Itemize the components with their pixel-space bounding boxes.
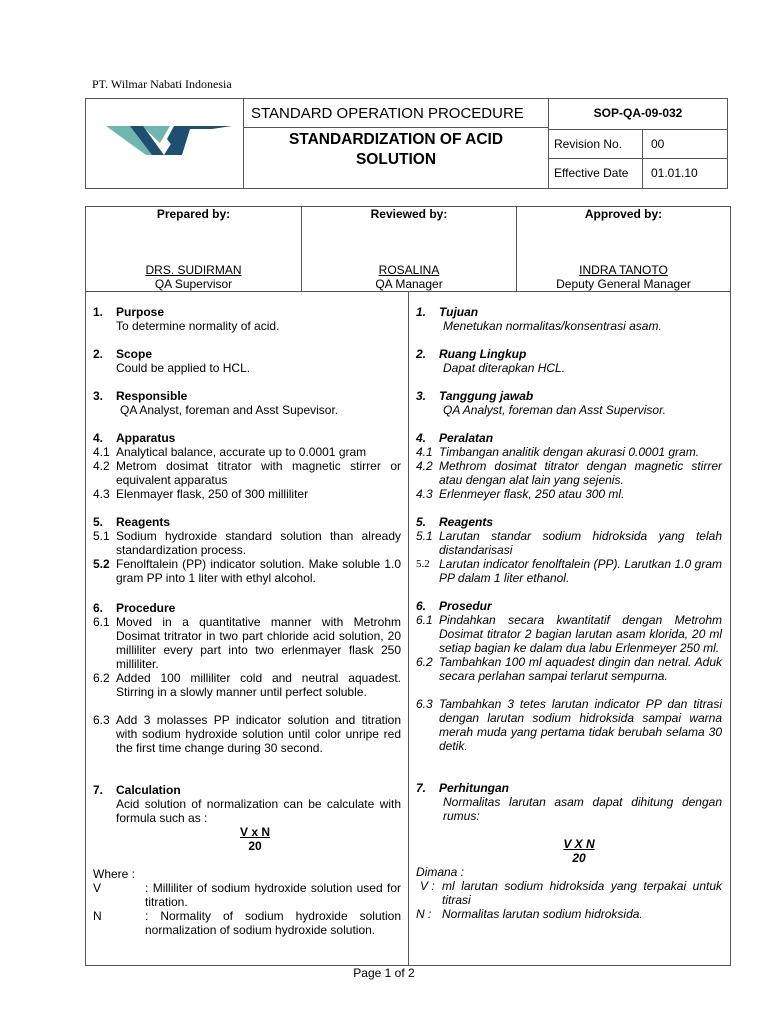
section-text: Menetukan normalitas/konsentrasi asam. xyxy=(443,319,662,333)
approval-name: DRS. SUDIRMAN xyxy=(145,263,242,277)
section-title: Responsible xyxy=(116,389,188,403)
column-divider xyxy=(408,292,409,965)
approval-position: Deputy General Manager xyxy=(556,277,691,291)
section-text: QA Analyst, foreman and Asst Supevisor. xyxy=(120,403,339,417)
formula-numerator: V X N xyxy=(563,837,595,851)
approval-table xyxy=(85,206,731,292)
section-scope: 2. Scope Could be applied to HCL. xyxy=(93,347,401,375)
approval-position: QA Manager xyxy=(375,277,443,291)
definitions xyxy=(93,867,401,937)
list-item: 6.2 Tambahkan 100 ml aquadest dingin dan netral. Aduk secara perlahan sampai terlarut sempurna. xyxy=(416,655,722,683)
wilmar-logo-icon xyxy=(86,99,244,188)
list-item: 6.3 Tambahkan 3 tetes larutan indicator PP dan titrasi dengan larutan sodium hidroksida sampai warna merah muda yang pertama tidak berubah selama 30 detik. xyxy=(416,697,722,753)
section-title: Ruang Lingkup xyxy=(439,347,527,361)
section-title: Procedure xyxy=(116,601,176,615)
section-text: Could be applied to HCL. xyxy=(116,361,251,375)
section-title: Apparatus xyxy=(116,431,176,445)
section-text: Dapat diterapkan HCL. xyxy=(443,361,566,375)
revision-value: 00 xyxy=(651,137,665,151)
section-title: Peralatan xyxy=(439,431,494,445)
section-title: Tanggung jawab xyxy=(439,389,534,403)
definitions-id xyxy=(416,865,722,921)
section-title: Reagents xyxy=(116,515,171,529)
list-item: 4.3 Elenmayer flask, 250 of 300 milliliter xyxy=(93,487,309,501)
section-apparatus: 4. Apparatus 4.1 Analytical balance, accurate up to 0.0001 gram 4.2 Metrom dosimat titrator with magnetic stirrer or equivalent apparatus 4.3 Elenmayer flask, 250 of 300 milliliter xyxy=(93,431,401,501)
title-cell xyxy=(244,99,549,188)
section-title: Perhitungan xyxy=(439,781,510,795)
list-item: 6.3 Add 3 molasses PP indicator solution and titration with sodium hydroxide solution until color unripe red the first time change during 30 second. xyxy=(93,713,401,755)
definition-item: V : ml larutan sodium hidroksida yang terpakai untuk titrasi xyxy=(420,879,722,907)
list-item: 4.2 Methrom dosimat titrator dengan magnetic stirrer atau dengan alat lain yang sejenis. xyxy=(416,459,722,487)
list-item: 4.1 Timbangan analitik dengan akurasi 0.0001 gram. xyxy=(416,445,700,459)
approval-prepared xyxy=(86,207,301,291)
definition-item: N : Normalitas larutan sodium hidroksida. xyxy=(416,907,643,921)
section-ruang-lingkup: 2. Ruang Lingkup Dapat diterapkan HCL. xyxy=(416,347,722,375)
list-item: 6.2 Added 100 milliliter cold and neutral aquadest. Stirring in a slowly manner until perfect soluble. xyxy=(93,671,401,699)
section-title: Tujuan xyxy=(439,305,479,319)
effective-row xyxy=(549,159,727,188)
section-tanggung-jawab: 3. Tanggung jawab QA Analyst, foreman dan Asst Supervisor. xyxy=(416,389,722,417)
definition-item: V : Milliliter of sodium hydroxide solution used for titration. xyxy=(93,881,401,909)
section-title: Calculation xyxy=(116,783,181,797)
section-calculation: 7. Calculation Acid solution of normalization can be calculate with formula such as : V x N 20 xyxy=(93,783,401,853)
formula-numerator: V x N xyxy=(239,825,270,839)
section-reagents-id: 5. Reagents 5.1 Larutan standar sodium hidroksida yang telah distandarisasi 5.2 Larutan indicator fenolftalein (PP). Larutkan 1.0 gram PP dalam 1 liter ethanol. xyxy=(416,515,722,585)
doc-type: STANDARD OPERATION PROCEDURE xyxy=(244,99,548,128)
section-text: To determine normality of acid. xyxy=(116,319,280,333)
logo-cell xyxy=(86,99,244,188)
list-item: 5.2 Fenolftalein (PP) indicator solution. Make soluble 1.0 gram PP into 1 liter with ethyl alcohol. xyxy=(93,557,401,585)
approval-label: Reviewed by: xyxy=(370,207,448,221)
revision-row xyxy=(549,130,727,159)
formula-denominator: 20 xyxy=(572,851,586,865)
approval-name: ROSALINA xyxy=(378,263,440,277)
section-peralatan: 4. Peralatan 4.1 Timbangan analitik dengan akurasi 0.0001 gram. 4.2 Methrom dosimat titrator dengan magnetic stirrer atau dengan alat lain yang sejenis. 4.3 Erlenmeyer flask, 250 atau 300 ml. xyxy=(416,431,722,501)
approval-name: INDRA TANOTO xyxy=(579,263,668,277)
section-title: Prosedur xyxy=(439,599,492,613)
document-title: STANDARDIZATION OF ACID SOLUTION xyxy=(288,131,504,168)
section-text: Acid solution of normalization can be calculate with formula such as : xyxy=(116,797,401,825)
section-procedure: 6. Procedure 6.1 Moved in a quantitative manner with Metrohm Dosimat tritrator in two part chloride acid solution, 20 milliliter every part into two erlenmayer flask 250 milliliter. 6.2 Added 100 milliliter cold and neutral aquadest. Stirring in a slowly manner until perfect soluble. 6.3 Add 3 molasses PP indicator solution and titration with sodium hydroxide solution until color unripe red the first time change during 30 second. xyxy=(93,601,401,755)
approval-label: Prepared by: xyxy=(156,207,231,221)
list-item: 4.3 Erlenmeyer flask, 250 atau 300 ml. xyxy=(416,487,625,501)
section-reagents: 5. Reagents 5.1 Sodium hydroxide standard solution than already standardization process. 5.2 Fenolftalein (PP) indicator solution. Make soluble 1.0 gram PP into 1 liter with ethyl alcohol. xyxy=(93,515,401,585)
section-perhitungan: 7. Perhitungan Normalitas larutan asam dapat dihitung dengan rumus: V X N 20 xyxy=(416,781,722,865)
section-title: Purpose xyxy=(116,305,165,319)
company-name: PT. Wilmar Nabati Indonesia xyxy=(92,77,232,91)
list-item: 5.2 Larutan indicator fenolftalein (PP). Larutkan 1.0 gram PP dalam 1 liter ethanol. xyxy=(416,557,722,585)
list-item: 5.1 Larutan standar sodium hidroksida yang telah distandarisasi xyxy=(416,529,722,557)
definition-item: N : Normality of sodium hydroxide solution normalization of sodium hydroxide solution. xyxy=(93,909,401,937)
approval-approved xyxy=(516,207,730,291)
list-item: 6.1 Pindahkan secara kwantitatif dengan Metrohm Dosimat titrator 2 bagian larutan asam klorida, 20 ml setiap bagian ke dalam dua labu Erlenmeyer 250 ml. xyxy=(416,613,722,655)
document-header xyxy=(85,98,728,189)
list-item: 4.2 Metrom dosimat titrator with magnetic stirrer or equivalent apparatus xyxy=(93,459,401,487)
where-label: Dimana : xyxy=(416,865,465,879)
approval-position: QA Supervisor xyxy=(154,277,233,291)
doc-code: SOP-QA-09-032 xyxy=(549,99,727,130)
effective-label: Effective Date xyxy=(549,159,643,188)
effective-value: 01.01.10 xyxy=(651,166,698,180)
list-item: 4.1 Analytical balance, accurate up to 0.0001 gram xyxy=(93,445,367,459)
section-purpose: 1. Purpose To determine normality of acid. xyxy=(93,305,401,333)
page-number: Page 1 of 2 xyxy=(353,966,415,980)
list-item: 5.1 Sodium hydroxide standard solution than already standardization process. xyxy=(93,529,401,557)
list-item: 6.1 Moved in a quantitative manner with Metrohm Dosimat tritrator in two part chloride acid solution, 20 milliliter every part into two erlenmayer flask 250 milliliter. xyxy=(93,615,401,671)
section-tujuan: 1. Tujuan Menetukan normalitas/konsentrasi asam. xyxy=(416,305,722,333)
section-text: Normalitas larutan asam dapat dihitung dengan rumus: xyxy=(443,795,722,823)
where-label: Where : xyxy=(93,867,136,881)
doc-meta xyxy=(549,99,727,188)
section-responsible: 3. Responsible QA Analyst, foreman and Asst Supevisor. xyxy=(93,389,401,417)
formula-denominator: 20 xyxy=(248,839,262,853)
procedure-body xyxy=(85,292,731,966)
section-title: Scope xyxy=(116,347,153,361)
section-prosedur: 6. Prosedur 6.1 Pindahkan secara kwantitatif dengan Metrohm Dosimat titrator 2 bagian larutan asam klorida, 20 ml setiap bagian ke dalam dua labu Erlenmeyer 250 ml. 6.2 Tambahkan 100 ml aquadest dingin dan netral. Aduk secara perlahan sampai terlarut sempurna. 6.3 Tambahkan 3 tetes larutan indicator PP dan titrasi dengan larutan sodium hidroksida sampai warna merah muda yang pertama tidak berubah selama 30 detik. xyxy=(416,599,722,753)
section-title: Reagents xyxy=(439,515,494,529)
approval-reviewed xyxy=(301,207,516,291)
approval-label: Approved by: xyxy=(584,207,663,221)
revision-label: Revision No. xyxy=(549,130,643,158)
section-text: QA Analyst, foreman dan Asst Supervisor. xyxy=(443,403,666,417)
